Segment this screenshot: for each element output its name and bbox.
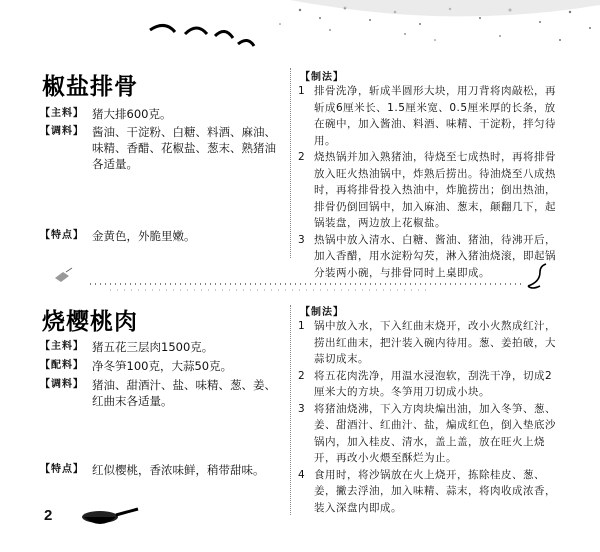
side-ingredient-value: 净冬笋100克，大蒜50克。 bbox=[92, 359, 233, 373]
step-number: 2 bbox=[298, 369, 306, 382]
method-step bbox=[298, 401, 560, 467]
method-steps bbox=[298, 318, 560, 516]
step-number: 3 bbox=[298, 402, 306, 415]
main-ingredient-value: 猪大排600克。 bbox=[92, 107, 172, 121]
seasoning-row bbox=[40, 124, 280, 172]
method-heading: 【制法】 bbox=[300, 307, 344, 318]
main-ingredient-value: 猪五花三层肉1500克。 bbox=[92, 340, 214, 354]
side-ingredient-row bbox=[40, 358, 280, 374]
decorative-header-illustration bbox=[0, 0, 600, 60]
main-ingredient-label: 【主料】 bbox=[40, 108, 84, 119]
step-number: 3 bbox=[298, 233, 306, 246]
seasoning-label: 【调料】 bbox=[40, 379, 84, 390]
method-step bbox=[298, 318, 560, 368]
column-divider bbox=[290, 305, 291, 515]
decorative-section-divider bbox=[0, 258, 600, 298]
ingredient-main-row bbox=[40, 339, 280, 355]
method-step bbox=[298, 149, 558, 232]
page-number: 2 bbox=[44, 507, 53, 524]
seasoning-value: 酱油、干淀粉、白糖、料酒、麻油、味精、香醋、花椒盐、葱末、熟猪油各适量。 bbox=[92, 125, 276, 171]
seasoning-row bbox=[40, 377, 280, 409]
feature-label: 【特点】 bbox=[40, 230, 84, 241]
step-text: 热锅中放入清水、白糖、酱油、猪油，待沸开后，加入香醋，用水淀粉勾芡，淋入猪油烧滚，即起锅分装两小碗，与排骨同时上桌即成。 bbox=[314, 233, 556, 279]
step-text: 将五花肉洗净，用温水浸泡软，刮洗干净，切成2厘米大的方块。冬笋用刀切成小块。 bbox=[314, 369, 553, 398]
step-number: 1 bbox=[298, 320, 306, 332]
step-text: 食用时，将沙锅放在火上烧开，拣除桂皮、葱、姜，撇去浮油，加入味精、蒜末，将肉收成浓香，装入深盘内即成。 bbox=[314, 468, 556, 514]
step-text: 锅中放入水，下入红曲末烧开，改小火熬成红汁，捞出红曲末，把汁装入碗内待用。葱、姜拍破，大蒜切成末。 bbox=[314, 320, 556, 365]
step-text: 排骨洗净，斩成半圆形大块，用刀背将肉敲松，再斩成6厘米长、1.5厘米宽、0.5厘米厚的长条，放在碗中，加入酱油、料酒、味精、干淀粉，拌匀待用。 bbox=[314, 85, 556, 147]
recipe-title: 烧樱桃肉 bbox=[42, 308, 138, 335]
seasoning-value: 猪油、甜酒汁、盐、味精、葱、姜、红曲末各适量。 bbox=[92, 378, 276, 408]
step-number: 1 bbox=[298, 85, 306, 97]
step-text: 烧热锅并加入熟猪油，待烧至七成热时，再将排骨放入旺火热油锅中，炸熟后捞出。待油烧至八成热时，再将排骨投入热油中，炸脆捞出；倒出热油，排骨仍倒回锅中，加入麻油、葱末，颠翻几下，起锅装盘，两边放上花椒盐。 bbox=[314, 151, 556, 229]
feature-value: 红似樱桃，香浓味鲜，稍带甜味。 bbox=[92, 463, 265, 477]
method-step bbox=[298, 83, 558, 149]
method-heading: 【制法】 bbox=[300, 72, 344, 83]
main-ingredient-label: 【主料】 bbox=[40, 341, 84, 352]
feature-row bbox=[40, 462, 280, 478]
frying-pan-icon bbox=[80, 503, 140, 533]
method-step bbox=[298, 467, 560, 517]
step-text: 将猪油烧沸，下入方肉块煸出油，加入冬笋、葱、姜、甜酒汁、红曲汁、盐，煸成红色，倒入垫底沙锅内，加入桂皮、清水，盖上盖，放在旺火上烧开，再改小火煨至酥烂为止。 bbox=[314, 402, 556, 464]
method-steps bbox=[298, 83, 558, 281]
feature-row bbox=[40, 228, 280, 244]
seasoning-label: 【调料】 bbox=[40, 126, 84, 137]
feature-value: 金黄色，外脆里嫩。 bbox=[92, 229, 196, 243]
ingredient-main-row bbox=[40, 106, 280, 122]
step-number: 4 bbox=[298, 468, 306, 481]
recipe-title: 椒盐排骨 bbox=[42, 73, 138, 100]
column-divider bbox=[290, 68, 291, 258]
side-ingredient-label: 【配料】 bbox=[40, 360, 84, 371]
method-step bbox=[298, 368, 560, 401]
step-number: 2 bbox=[298, 151, 306, 163]
feature-label: 【特点】 bbox=[40, 464, 84, 475]
